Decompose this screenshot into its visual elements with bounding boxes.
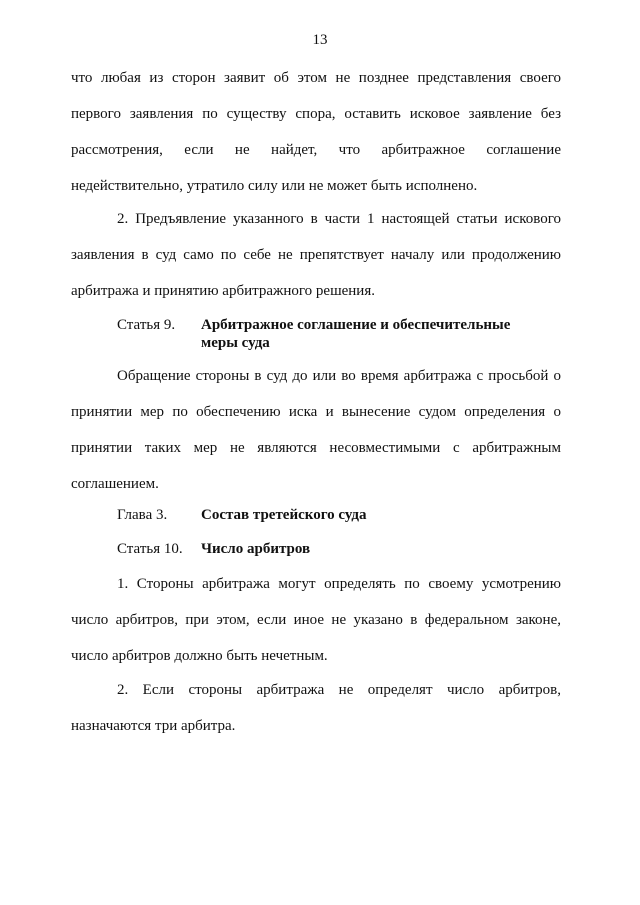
- text-line: принятии таких мер не являются несовместимыми с арбитражным: [71, 440, 561, 456]
- paragraph-article9: [71, 358, 561, 502]
- text-line: назначаются три арбитра.: [71, 718, 236, 734]
- text-line: заявления в суд само по себе не препятствует началу или продолжению: [71, 247, 561, 263]
- article-label: Статья 9.: [117, 317, 176, 333]
- article-9-heading: [117, 316, 567, 352]
- text-line: недействительно, утратило силу или не может быть исполнено.: [71, 178, 478, 194]
- text-line: 2. Предъявление указанного в части 1 настоящей статьи искового: [117, 211, 561, 227]
- article-title-line: Арбитражное соглашение и обеспечительные: [201, 317, 511, 333]
- article-10-heading: [117, 540, 567, 558]
- chapter-title: Состав третейского суда: [201, 507, 367, 523]
- article-label: Статья 10.: [117, 541, 183, 557]
- paragraph-article10-part1: [71, 566, 561, 674]
- text-line: рассмотрения, если не найдет, что арбитражное соглашение: [71, 142, 561, 158]
- text-line: соглашением.: [71, 476, 159, 492]
- text-line: 2. Если стороны арбитража не определят число арбитров,: [117, 682, 561, 698]
- paragraph-article10-part2: [71, 672, 561, 744]
- article-title-line: меры суда: [201, 335, 270, 351]
- text-line: первого заявления по существу спора, оставить исковое заявление без: [71, 106, 561, 122]
- chapter-label: Глава 3.: [117, 507, 168, 523]
- text-line: арбитража и принятию арбитражного решения.: [71, 283, 375, 299]
- text-line: число арбитров должно быть нечетным.: [71, 648, 328, 664]
- paragraph-continuation: [71, 60, 561, 204]
- text-line: число арбитров, при этом, если иное не указано в федеральном законе,: [71, 612, 561, 628]
- text-line: 1. Стороны арбитража могут определять по своему усмотрению: [117, 576, 561, 592]
- article-title: Число арбитров: [201, 541, 311, 557]
- text-line: принятии мер по обеспечению иска и вынесение судом определения о: [71, 404, 561, 420]
- text-line: что любая из сторон заявит об этом не позднее представления своего: [71, 70, 561, 86]
- page-number: 13: [312, 32, 328, 48]
- text-line: Обращение стороны в суд до или во время арбитража с просьбой о: [117, 368, 561, 384]
- paragraph-article8-part2: [71, 201, 561, 309]
- chapter-3-heading: [117, 506, 567, 524]
- article-title: [201, 316, 510, 352]
